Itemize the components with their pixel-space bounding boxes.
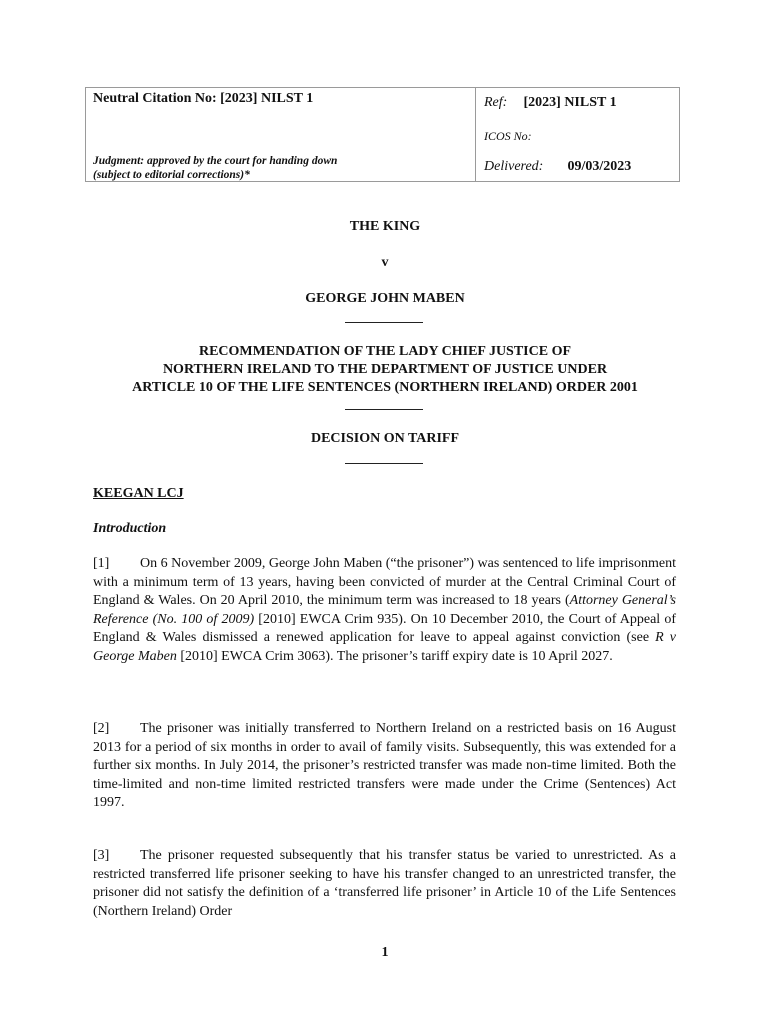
paragraph-2 — [93, 720, 676, 813]
paragraph-text: [2010] EWCA Crim 935). On 10 December 2010, the Court of Appeal of England & Wales dismissed a renewed application for leave to appeal against conviction (see — [93, 611, 676, 645]
icos-label: ICOS No: — [484, 129, 532, 143]
recommendation-line-2: NORTHERN IRELAND TO THE DEPARTMENT OF JUSTICE UNDER — [162, 362, 608, 377]
paragraph-number: [3] — [93, 848, 110, 863]
paragraph-text: The prisoner requested subsequently that his transfer status be varied to unrestricted. As a restricted transferred life prisoner seeking to have his transfer changed to an unrestricted transfer, the prisoner did not satisfy the definition of a ‘transferred life prisoner’ in Article 10 of the Life Sentences (Northern Ireland) Order — [93, 848, 676, 919]
paragraph-number: [2] — [93, 721, 110, 736]
delivered-value: 09/03/2023 — [567, 159, 632, 174]
reference-cell — [476, 88, 679, 181]
recommendation-title — [85, 343, 685, 397]
approval-note-line-1: Judgment: approved by the court for handing down — [93, 155, 338, 167]
delivered-row — [484, 159, 631, 175]
divider-rule — [345, 463, 423, 464]
recommendation-line-1: RECOMMENDATION OF THE LADY CHIEF JUSTICE OF — [198, 344, 572, 359]
ref-row — [484, 95, 617, 111]
versus: v — [381, 255, 389, 270]
recommendation-line-3: ARTICLE 10 OF THE LIFE SENTENCES (NORTHERN IRELAND) ORDER 2001 — [132, 380, 638, 395]
case-citation: Attorney General’s Reference (No. 100 of 2009) — [93, 593, 677, 627]
citation-header-box — [85, 87, 680, 182]
paragraph-number: [1] — [93, 556, 110, 571]
delivered-label: Delivered: — [484, 159, 544, 174]
paragraph-1 — [93, 555, 676, 666]
section-heading: Introduction — [93, 521, 167, 536]
paragraph-3 — [93, 847, 676, 921]
party-the-king: THE KING — [349, 219, 421, 234]
paragraph-text: The prisoner was initially transferred to Northern Ireland on a restricted basis on 16 August 2013 for a period of six months in order to avail of family visits. Subsequently, this was extended for a further six months. In July 2014, the prisoner’s restricted transfer was made non-time limited. Both the time-limited and non-time limited restricted transfers were made under the Crime (Sentences) Act 1997. — [93, 721, 676, 810]
divider-rule — [345, 322, 423, 323]
neutral-citation: Neutral Citation No: [2023] NILST 1 — [93, 91, 314, 106]
divider-rule — [345, 409, 423, 410]
paragraph-text: On 6 November 2009, George John Maben (“the prisoner”) was sentenced to life imprisonment with a minimum term of 13 years, having been convicted of murder at the Central Criminal Court of England & Wales. On 20 April 2010, the minimum term was increased to 18 years ( — [93, 556, 676, 608]
paragraph-text: [2010] EWCA Crim 3063). The prisoner’s tariff expiry date is 10 April 2027. — [176, 648, 613, 664]
judge-name: KEEGAN LCJ — [93, 486, 184, 501]
case-citation: R v George Maben — [93, 630, 677, 664]
approval-note-line-2: (subject to editorial corrections)* — [93, 169, 250, 181]
citation-cell — [86, 88, 476, 181]
decision-title: DECISION ON TARIFF — [310, 431, 460, 446]
approval-note — [93, 154, 337, 182]
ref-value: [2023] NILST 1 — [523, 95, 617, 110]
ref-label: Ref: — [484, 95, 508, 110]
party-defendant: GEORGE JOHN MABEN — [305, 291, 465, 306]
page-number: 1 — [381, 945, 389, 960]
